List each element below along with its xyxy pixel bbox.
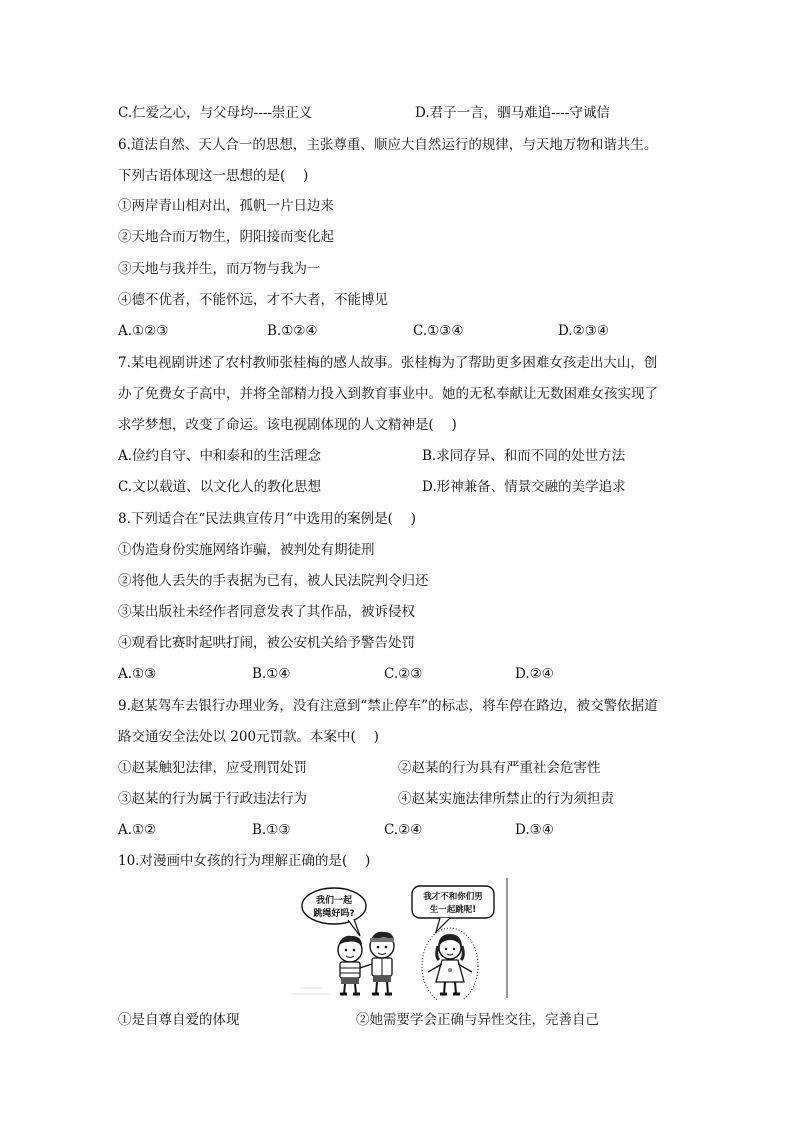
q8-stem: 8.下列适合在“民法典宣传月”中选用的案例是( ) xyxy=(118,511,417,527)
q9-stem-line2: 路交通安全法处以 200元罚款。本案中( ) xyxy=(118,729,379,745)
q9-option-a: A.①② xyxy=(118,822,157,838)
q8-option-d: D.②④ xyxy=(515,666,554,682)
q6-option-a: A.①②③ xyxy=(118,323,169,339)
q8-item: ③某出版社未经作者同意发表了其作品，被诉侵权 xyxy=(118,604,415,620)
girl-figure xyxy=(422,928,478,1000)
q5-option-c: C.仁爱之心，与父母均----崇正义 xyxy=(118,105,313,121)
q7-stem-line1: 7.某电视剧讲述了农村教师张桂梅的感人故事。张桂梅为了帮助更多困难女孩走出大山，创 xyxy=(118,355,658,371)
q7-stem-line3: 求学梦想，改变了命运。该电视剧体现的人文精神是( ) xyxy=(118,417,457,433)
q6-option-c: C.①③④ xyxy=(413,323,464,339)
girl-bubble-line2: 生一起跳呢! xyxy=(429,905,477,915)
q8-option-b: B.①④ xyxy=(252,666,291,682)
q6-option-b: B.①②④ xyxy=(267,323,318,339)
q6-item: ④德不优者，不能怀远，才不大者，不能博见 xyxy=(118,292,388,308)
q6-item: ②天地合而万物生，阴阳接而变化起 xyxy=(118,229,334,245)
q5-option-d: D.君子一言，驷马难追----守诚信 xyxy=(415,105,610,121)
boy-figure-left xyxy=(338,936,362,994)
q9-option-c: C.②④ xyxy=(384,822,423,838)
q7-stem-line2: 办了免费女子高中，并将全部精力投入到教育事业中。她的无私奉献让无数困难女孩实现了 xyxy=(118,386,658,402)
boy-speech-bubble xyxy=(302,888,366,936)
q7-option-b: B.求同存异、和而不同的处世方法 xyxy=(422,448,626,464)
girl-speech-bubble xyxy=(412,886,494,932)
boy-bubble-line1: 我们一起 xyxy=(315,896,353,906)
q9-option-b: B.①③ xyxy=(252,822,291,838)
q8-item: ②将他人丢失的手表据为已有，被人民法院判令归还 xyxy=(118,573,429,589)
q6-item: ③天地与我并生，而万物与我为一 xyxy=(118,261,321,277)
boy-figure-right xyxy=(360,932,394,994)
q8-option-a: A.①③ xyxy=(118,666,157,682)
q10-stem: 10.对漫画中女孩的行为理解正确的是( ) xyxy=(118,853,371,869)
q6-item: ①两岸青山相对出，孤帆一片日边来 xyxy=(118,198,334,214)
q7-option-c: C.文以载道、以文化人的教化思想 xyxy=(118,479,322,495)
q7-option-a: A.俭约自守、中和泰和的生活理念 xyxy=(118,448,322,464)
q7-option-d: D.形神兼备、情景交融的美学追求 xyxy=(422,479,626,495)
q9-stem-line1: 9.赵某驾车去银行办理业务，没有注意到“禁止停车”的标志，将车停在路边，被交警依据道 xyxy=(118,698,658,714)
q6-stem-line2: 下列古语体现这一思想的是( ) xyxy=(118,168,309,184)
boy-bubble-line2: 跳绳好吗? xyxy=(313,909,355,919)
q8-option-c: C.②③ xyxy=(384,666,423,682)
q9-item: ①赵某触犯法律，应受刑罚处罚 xyxy=(118,760,307,776)
q8-item: ①伪造身份实施网络诈骗，被判处有期徒刑 xyxy=(118,542,375,558)
q10-item: ①是自尊自爱的体现 xyxy=(118,1012,240,1028)
q9-option-d: D.③④ xyxy=(515,822,554,838)
q9-item: ③赵某的行为属于行政违法行为 xyxy=(118,791,307,807)
q9-item: ②赵某的行为具有严重社会危害性 xyxy=(398,760,601,776)
cartoon-illustration xyxy=(290,876,512,1000)
q9-item: ④赵某实施法律所禁止的行为须担责 xyxy=(398,791,614,807)
q6-option-d: D.②③④ xyxy=(558,323,609,339)
q8-item: ④观看比赛时起哄打闹，被公安机关给予警告处罚 xyxy=(118,635,415,651)
q10-item: ②她需要学会正确与异性交往，完善自己 xyxy=(356,1012,599,1028)
q6-stem-line1: 6.道法自然、天人合一的思想，主张尊重、顺应大自然运行的规律，与天地万物和谐共生。 xyxy=(118,137,658,153)
girl-bubble-line1: 我才不和你们男 xyxy=(423,892,483,902)
